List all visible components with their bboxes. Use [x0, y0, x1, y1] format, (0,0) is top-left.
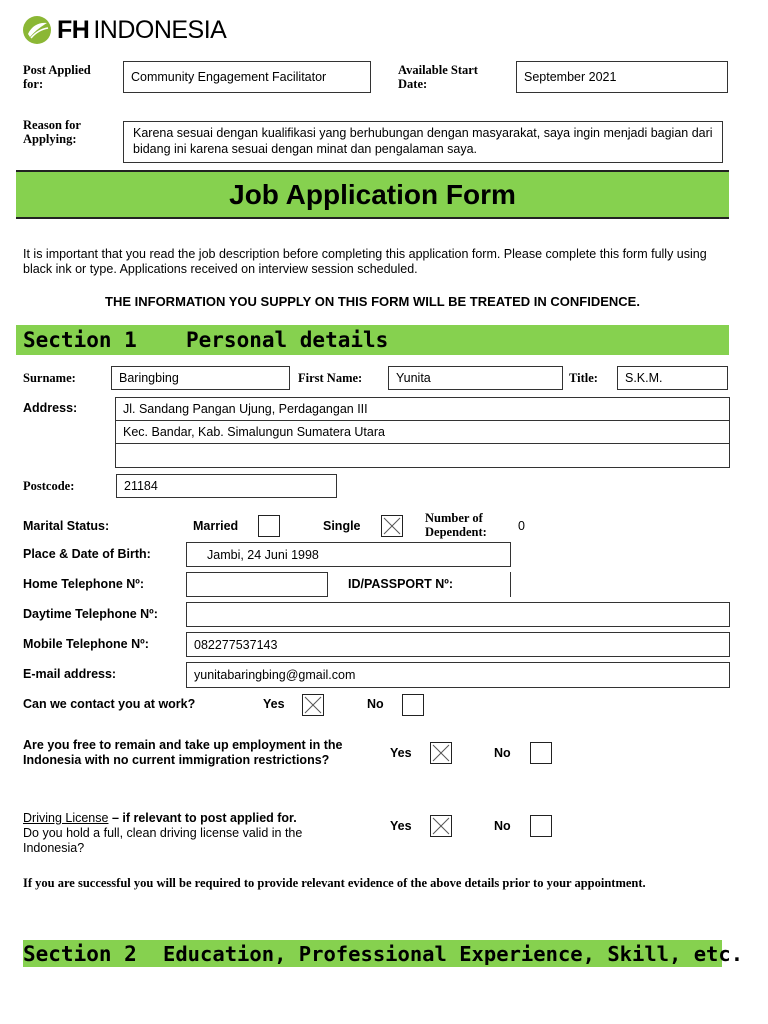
intro-paragraph: It is important that you read the job description before completing this application form. Please complete this form fully using black ink or type. Applications received on interview session scheduled. — [23, 247, 707, 276]
contact-work-no-label: No — [367, 697, 384, 711]
driving-yes-checkbox[interactable] — [430, 815, 452, 837]
section2-title: Education, Professional Experience, Skill, etc. — [163, 941, 744, 966]
married-checkbox[interactable] — [258, 515, 280, 537]
mobile-phone-label: Mobile Telephone Nº: — [23, 637, 149, 651]
married-label: Married — [193, 519, 239, 533]
available-start-field[interactable]: September 2021 — [516, 61, 728, 93]
daytime-phone-field[interactable] — [186, 602, 730, 627]
immigration-question: Are you free to remain and take up employment in the Indonesia with no current immigration restrictions? — [23, 738, 343, 767]
brand-name-bold: FH — [57, 15, 90, 44]
title-label: Title: — [569, 371, 598, 385]
mobile-phone-field[interactable]: 082277537143 — [186, 632, 730, 657]
driving-question: Do you hold a full, clean driving license valid in the Indonesia? — [23, 826, 303, 855]
evidence-note: If you are successful you will be required to provide relevant evidence of the above details prior to your appointment. — [23, 876, 646, 890]
section2-number: Section 2 — [23, 941, 137, 966]
title-field[interactable]: S.K.M. — [617, 366, 728, 390]
immigration-no-label: No — [494, 746, 511, 760]
dependents-value[interactable]: 0 — [518, 519, 525, 533]
home-phone-label: Home Telephone Nº: — [23, 577, 145, 591]
check-mark-icon — [431, 743, 451, 763]
check-mark-icon — [303, 695, 323, 715]
form-title-bar — [16, 170, 729, 219]
address-label: Address: — [23, 401, 78, 415]
leaf-logo-icon — [22, 15, 52, 45]
driving-license-link: Driving License — [23, 811, 109, 825]
driving-no-label: No — [494, 819, 511, 833]
postcode-field[interactable]: 21184 — [116, 474, 337, 498]
email-field[interactable]: yunitabaringbing@gmail.com — [186, 662, 730, 688]
daytime-phone-label: Daytime Telephone Nº: — [23, 607, 158, 621]
section1-title: Personal details — [186, 328, 389, 352]
single-label: Single — [323, 519, 361, 533]
reason-label: Reason for Applying: — [23, 118, 81, 146]
form-title: Job Application Form — [229, 178, 516, 210]
check-mark-icon — [382, 516, 402, 536]
first-name-field[interactable]: Yunita — [388, 366, 563, 390]
address-line-3[interactable] — [115, 443, 730, 468]
check-mark-icon — [431, 816, 451, 836]
immigration-no-checkbox[interactable] — [530, 742, 552, 764]
contact-work-question: Can we contact you at work? — [23, 697, 196, 711]
driving-yes-label: Yes — [390, 819, 412, 833]
surname-label: Surname: — [23, 371, 76, 385]
email-label: E-mail address: — [23, 667, 117, 681]
brand-name-rest: INDONESIA — [93, 15, 227, 44]
first-name-label: First Name: — [298, 371, 363, 385]
immigration-yes-checkbox[interactable] — [430, 742, 452, 764]
birth-label: Place & Date of Birth: — [23, 547, 151, 561]
marital-status-label: Marital Status: — [23, 519, 110, 533]
address-line-2[interactable]: Kec. Bandar, Kab. Simalungun Sumatera Utara — [115, 420, 730, 444]
available-start-label: Available Start Date: — [398, 63, 478, 91]
section1-number: Section 1 — [23, 328, 137, 352]
section1-header — [16, 325, 729, 355]
brand-logo — [22, 14, 226, 46]
driving-heading — [23, 811, 297, 825]
postcode-label: Postcode: — [23, 479, 75, 493]
post-applied-label: Post Applied for: — [23, 63, 91, 91]
confidentiality-notice: THE INFORMATION YOU SUPPLY ON THIS FORM WILL BE TREATED IN CONFIDENCE. — [105, 294, 640, 309]
surname-field[interactable]: Baringbing — [111, 366, 290, 390]
driving-no-checkbox[interactable] — [530, 815, 552, 837]
contact-work-yes-label: Yes — [263, 697, 285, 711]
contact-work-no-checkbox[interactable] — [402, 694, 424, 716]
immigration-yes-label: Yes — [390, 746, 412, 760]
single-checkbox[interactable] — [381, 515, 403, 537]
dependents-label: Number of Dependent: — [425, 511, 487, 539]
id-passport-field[interactable] — [476, 572, 511, 597]
post-applied-field[interactable]: Community Engagement Facilitator — [123, 61, 371, 93]
home-phone-field[interactable] — [186, 572, 328, 597]
address-line-1[interactable]: Jl. Sandang Pangan Ujung, Perdagangan III — [115, 397, 730, 421]
driving-heading-rest: – if relevant to post applied for. — [108, 811, 297, 825]
id-passport-label: ID/PASSPORT Nº: — [348, 577, 454, 591]
contact-work-yes-checkbox[interactable] — [302, 694, 324, 716]
birth-field[interactable]: Jambi, 24 Juni 1998 — [186, 542, 511, 567]
reason-field[interactable]: Karena sesuai dengan kualifikasi yang berhubungan dengan masyarakat, saya ingin menjadi bagian dari bidang ini karena sesuai dengan minat dan pengalaman saya. — [123, 121, 723, 163]
section2-header — [23, 940, 744, 967]
